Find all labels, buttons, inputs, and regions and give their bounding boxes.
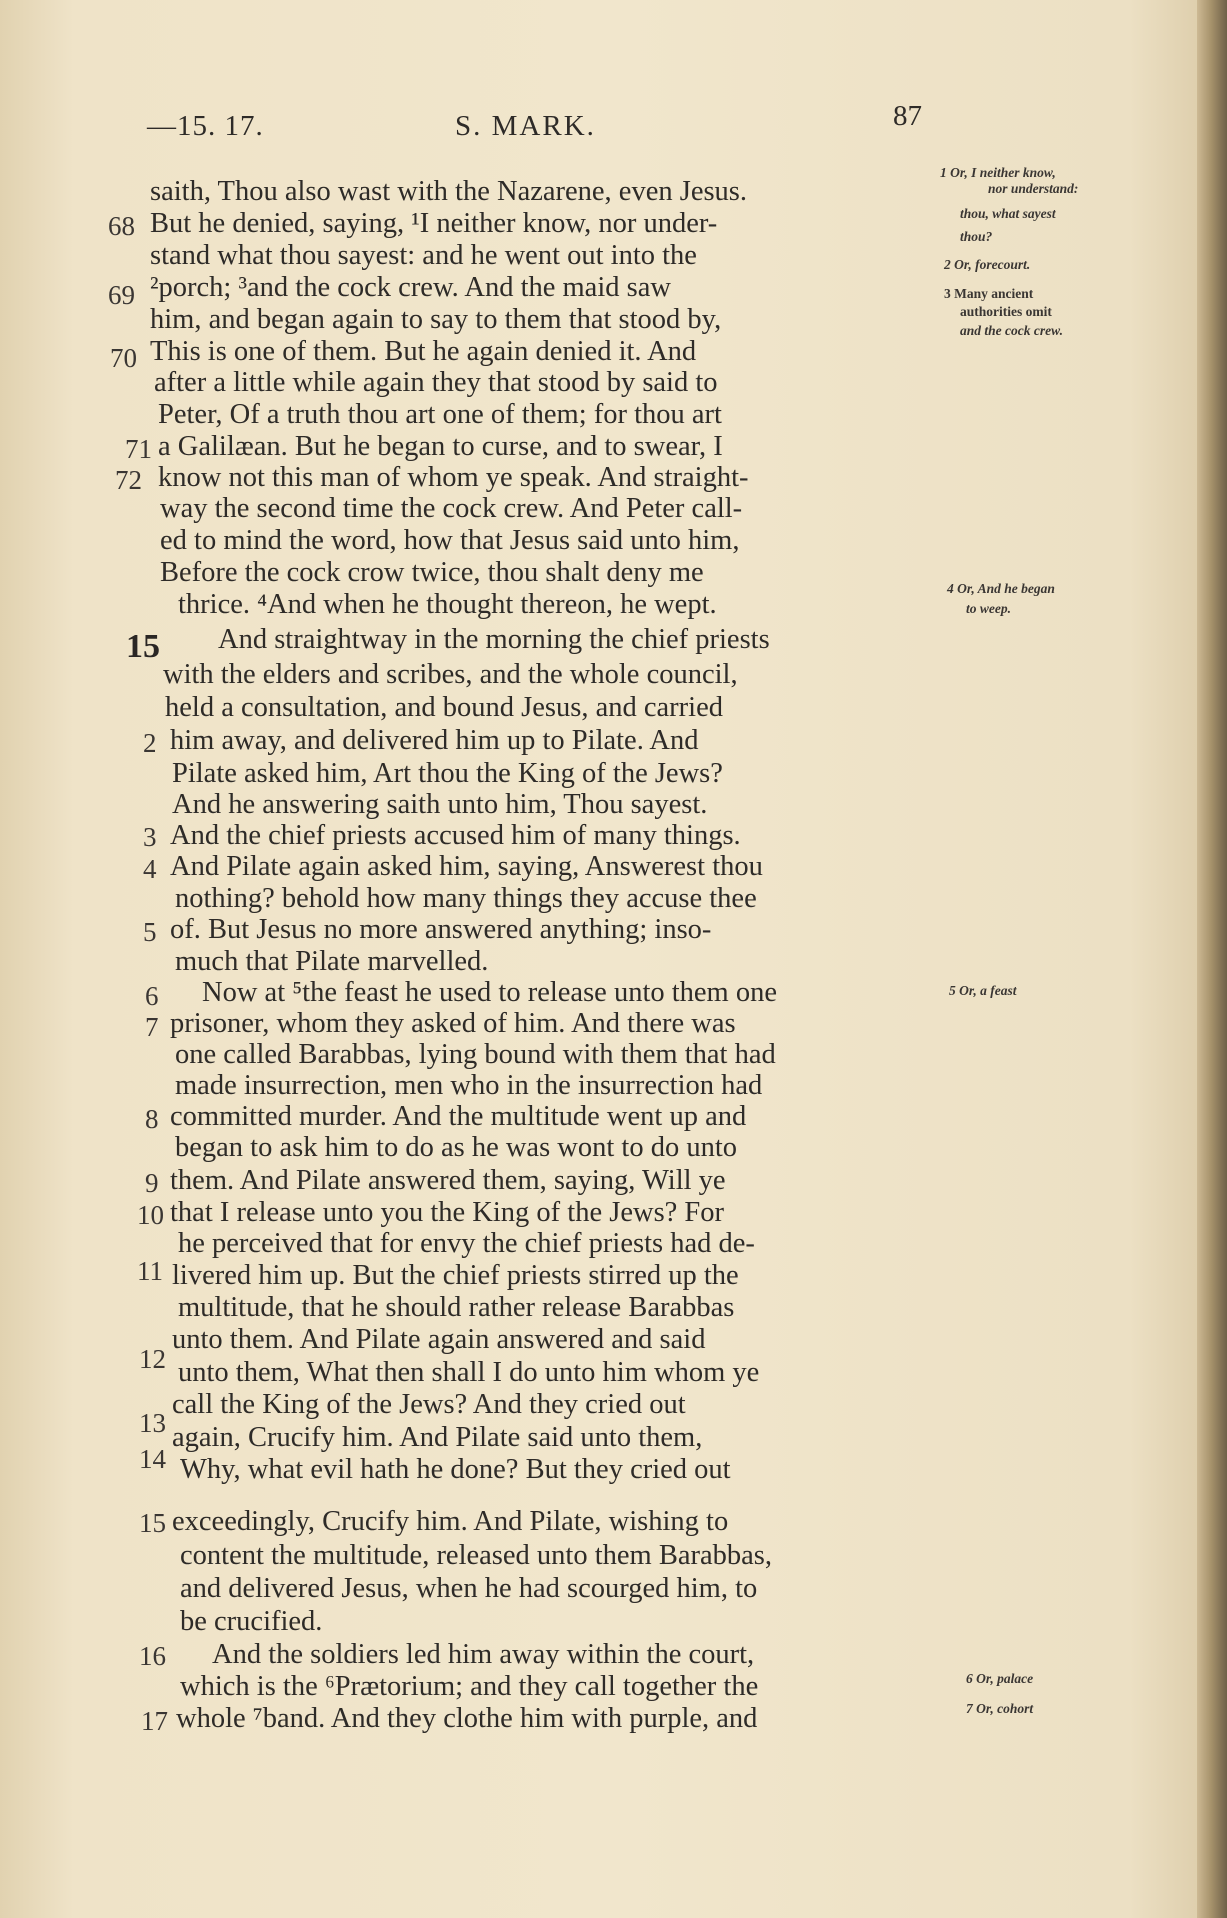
text-line: of. But Jesus no more answered anything; inso- [170,914,712,945]
text-line: know not this man of whom ye speak. And straight- [158,462,749,493]
text-line: prisoner, whom they asked of him. And there was [170,1008,736,1039]
text-line: held a consultation, and bound Jesus, and carried [165,692,723,723]
page-edge [1197,0,1227,1918]
verse-number: 17 [141,1706,168,1736]
text-line: again, Crucify him. And Pilate said unto them, [172,1422,703,1453]
verse-number: 11 [137,1256,163,1286]
verse-number: 69 [108,280,135,310]
book-title: S. MARK. [455,110,596,142]
text-line: But he denied, saying, ¹I neither know, nor under- [150,208,718,239]
running-header [0,100,1227,150]
verse-number: 9 [145,1168,159,1198]
text-line: ed to mind the word, how that Jesus said unto him, [160,525,740,556]
text-line: him, and began again to say to them that stood by, [150,304,722,335]
verse-number: 14 [139,1444,166,1474]
text-line: saith, Thou also wast with the Nazarene, even Jesus. [150,176,748,207]
text-line: be crucified. [180,1606,323,1637]
text-line: Before the cock crow twice, thou shalt deny me [160,557,704,588]
verse-number: 4 [143,854,157,884]
verse-number: 71 [125,434,152,464]
margin-note: 5 Or, a feast [949,983,1017,998]
text-line: multitude, that he should rather release Barabbas [178,1292,735,1323]
verse-number: 13 [139,1408,166,1438]
text-line: And Pilate again asked him, saying, Answerest thou [170,851,763,882]
text-line: began to ask him to do as he was wont to do unto [175,1132,738,1163]
text-line: call the King of the Jews? And they cried out [172,1389,686,1420]
text-line: content the multitude, released unto them Barabbas, [180,1540,772,1571]
text-line: unto them. And Pilate again answered and said [172,1324,706,1355]
text-line: and delivered Jesus, when he had scourged him, to [180,1573,758,1604]
text-line: And the chief priests accused him of many things. [170,820,741,851]
page-number: 87 [893,100,922,132]
margin-note: 1 Or, I neither know, [940,165,1056,180]
text-line: ²porch; ³and the cock crew. And the maid saw [150,272,671,303]
text-line: much that Pilate marvelled. [175,946,489,977]
text-line: made insurrection, men who in the insurrection had [175,1070,763,1101]
text-line: unto them, What then shall I do unto him whom ye [178,1357,760,1388]
text-line: with the elders and scribes, and the whole council, [163,659,738,690]
margin-note: to weep. [966,601,1011,616]
verse-number: 3 [143,822,157,852]
text-line: one called Barabbas, lying bound with them that had [175,1039,776,1070]
verse-number: 72 [115,465,142,495]
text-line: This is one of them. But he again denied it. And [150,336,697,367]
text-line: And the soldiers led him away within the court, [212,1639,755,1670]
text-line: nothing? behold how many things they accuse thee [175,883,757,914]
text-line: stand what thou sayest: and he went out into the [150,240,697,271]
text-line: And he answering saith unto him, Thou sayest. [172,789,708,820]
margin-note: 4 Or, And he began [947,581,1055,596]
verse-number: 70 [110,343,137,373]
text-line: whole ⁷band. And they clothe him with purple, and [176,1703,758,1734]
margin-note: 7 Or, cohort [966,1701,1034,1716]
verse-number: 68 [108,211,135,241]
text-line: them. And Pilate answered them, saying, Will ye [170,1165,726,1196]
verse-number: 15 [139,1508,166,1538]
text-line: exceedingly, Crucify him. And Pilate, wishing to [172,1506,729,1537]
text-line: Peter, Of a truth thou art one of them; for thou art [158,399,722,430]
margin-note: authorities omit [960,304,1052,319]
margin-note: 3 Many ancient [944,286,1034,301]
margin-note: 6 Or, palace [966,1671,1034,1686]
text-line: way the second time the cock crew. And Peter call- [160,493,743,524]
text-line: livered him up. But the chief priests stirred up the [172,1260,739,1291]
text-line: thrice. ⁴And when he thought thereon, he wept. [178,589,717,620]
margin-note: 2 Or, forecourt. [944,257,1031,272]
text-line: Now at ⁵the feast he used to release unto them one [202,977,777,1008]
text-line: committed murder. And the multitude went up and [170,1101,747,1132]
margin-note: thou, what sayest [960,206,1056,221]
text-line: that I release unto you the King of the Jews? For [170,1197,725,1228]
chapter-number: 15 [126,628,160,665]
margin-note: and the cock crew. [960,323,1063,338]
verse-number: 7 [145,1012,159,1042]
text-line: a Galilæan. But he began to curse, and to swear, I [158,431,723,462]
verse-number: 10 [137,1200,164,1230]
text-line: after a little while again they that stood by said to [154,367,718,398]
chapter-verse-range: —15. 17. [147,110,264,142]
text-line: him away, and delivered him up to Pilate. And [170,725,699,756]
margin-note: nor understand: [988,181,1079,196]
verse-number: 6 [145,981,159,1011]
margin-note: thou? [960,229,993,244]
verse-number: 2 [143,728,157,758]
text-line: he perceived that for envy the chief priests had de- [178,1228,755,1259]
text-line: Pilate asked him, Art thou the King of the Jews? [172,758,723,789]
text-line: which is the ⁶Prætorium; and they call together the [180,1671,759,1702]
verse-number: 5 [143,917,157,947]
text-line: Why, what evil hath he done? But they cried out [180,1454,731,1485]
verse-number: 16 [139,1641,166,1671]
text-line: And straightway in the morning the chief priests [218,624,770,655]
verse-number: 12 [139,1344,166,1374]
verse-number: 8 [145,1104,159,1134]
